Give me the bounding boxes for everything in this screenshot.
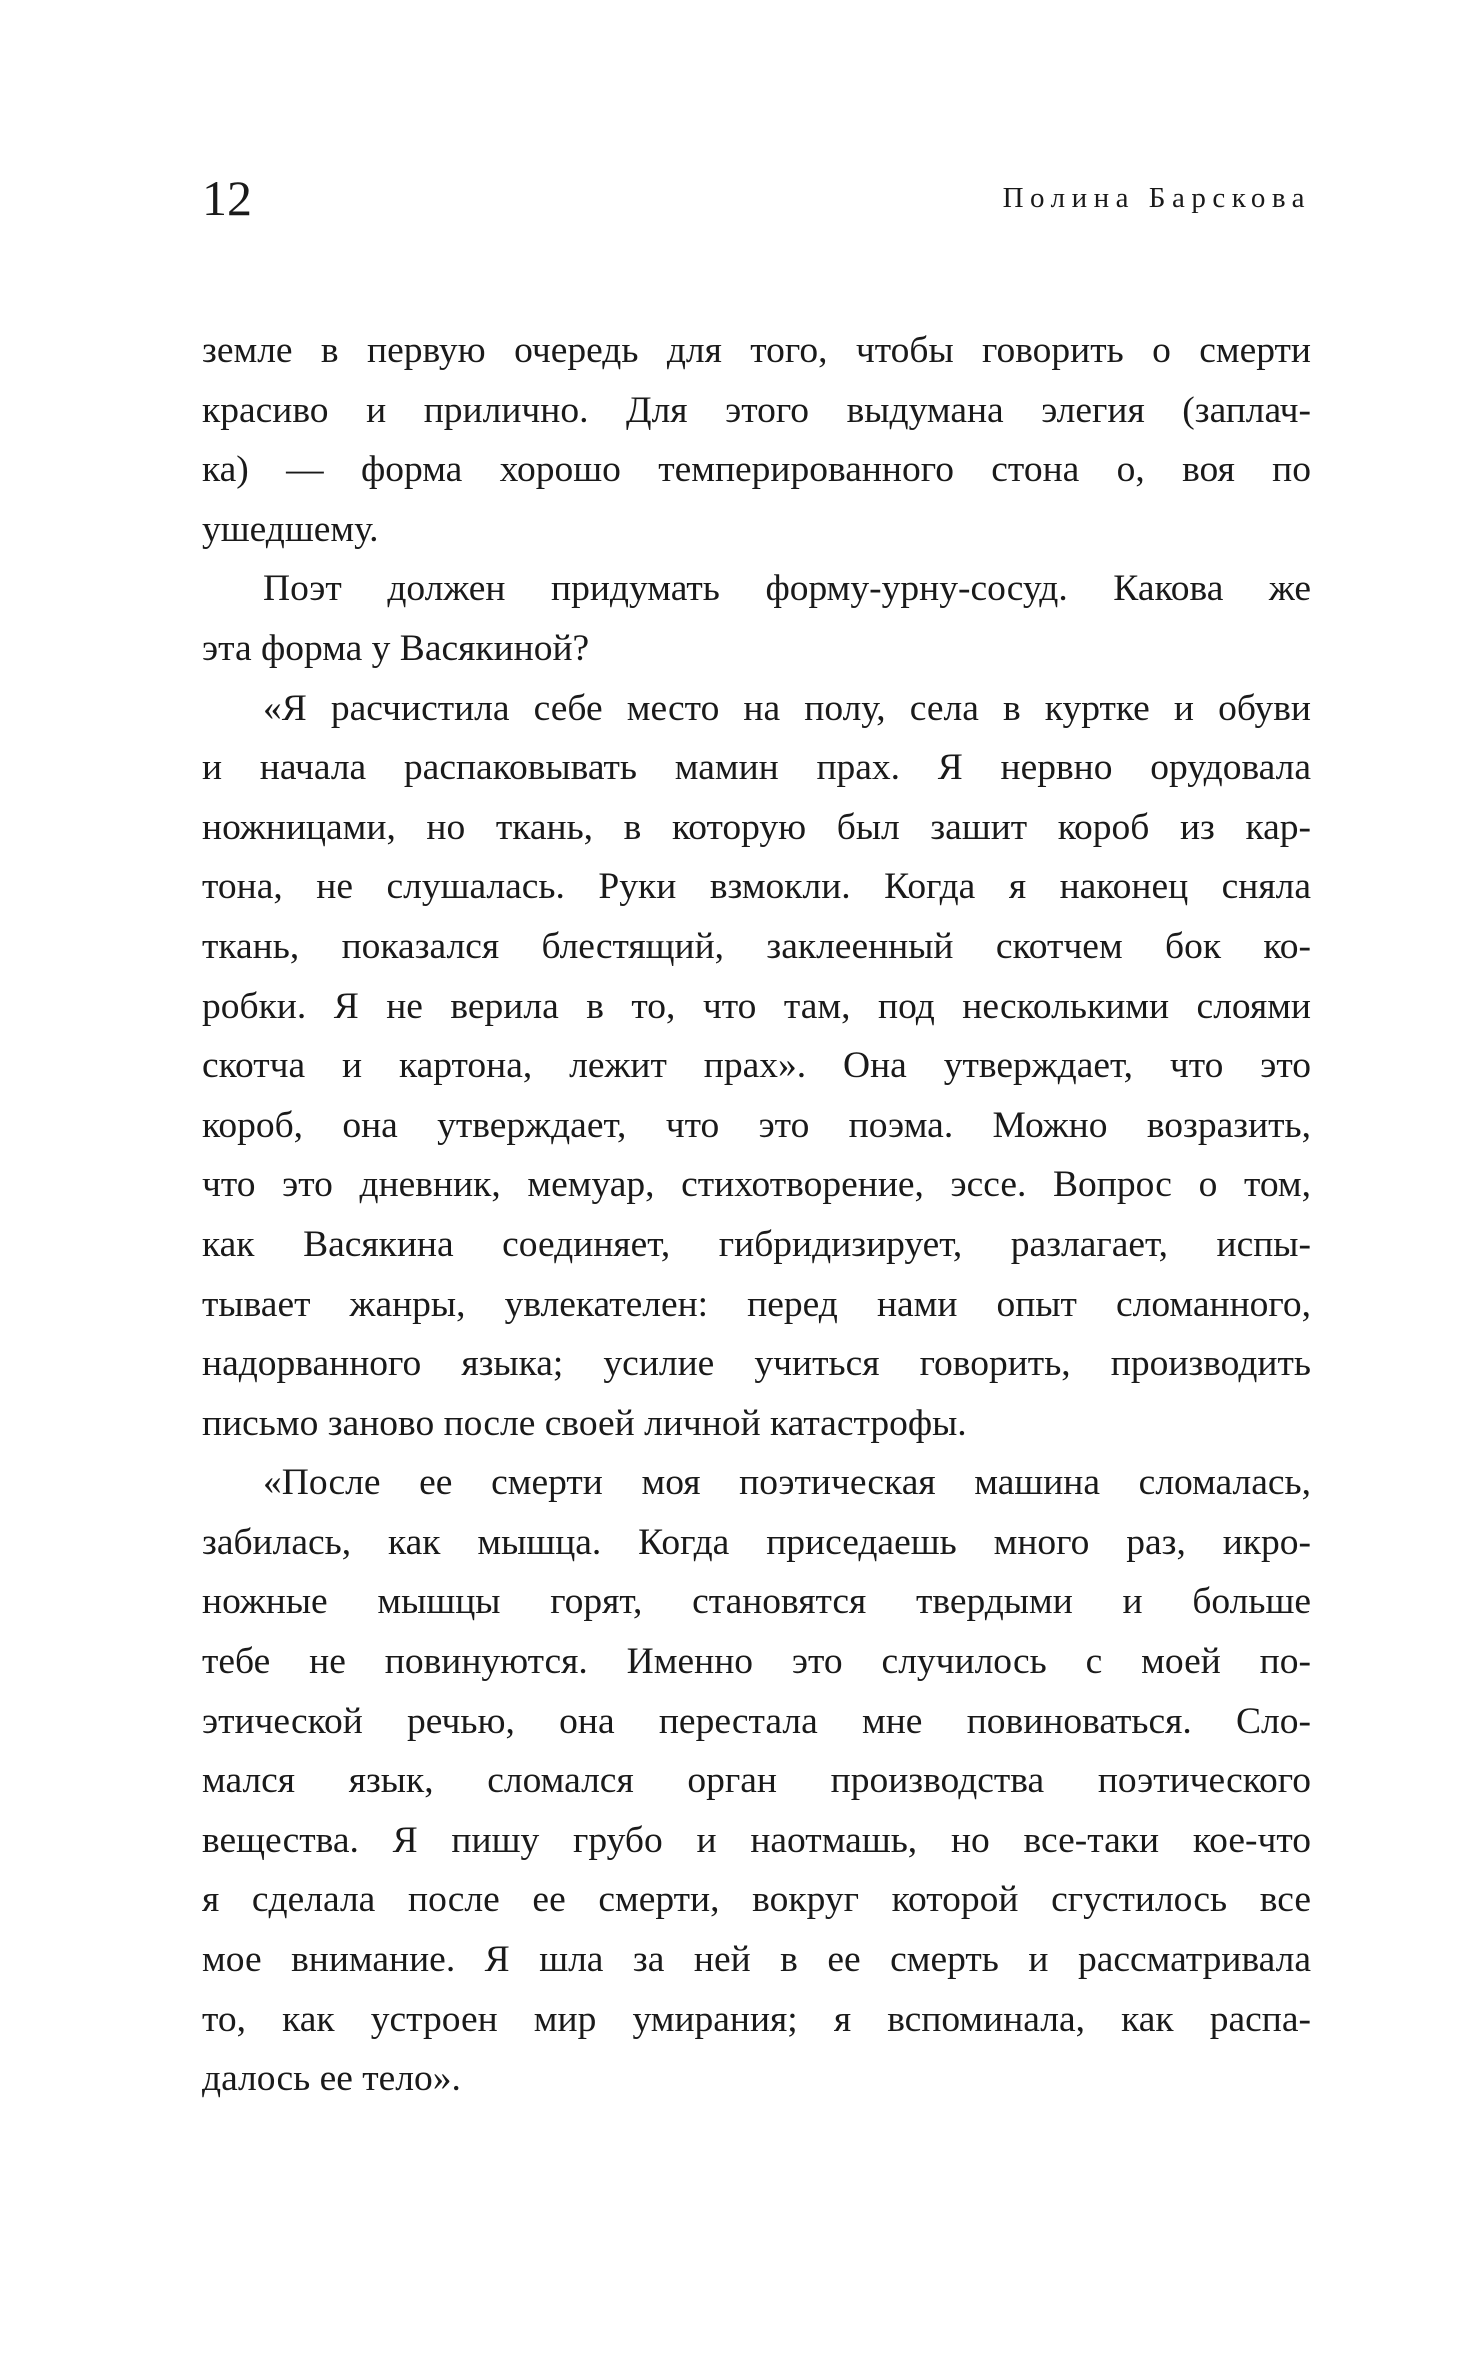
text-line: мался язык, сломался орган производства поэтического bbox=[202, 1760, 1311, 1802]
text-line: скотча и картона, лежит прах». Она утверждает, что это bbox=[202, 1045, 1311, 1087]
text-line: ушедшему. bbox=[202, 508, 379, 550]
text-line: ткань, показался блестящий, заклеенный скотчем бок ко- bbox=[202, 925, 1311, 967]
text-line: тона, не слушалась. Руки взмокли. Когда я наконец сняла bbox=[202, 866, 1311, 908]
body-text bbox=[202, 321, 1311, 2109]
text-line: ножницами, но ткань, в которую был зашит короб из кар- bbox=[202, 806, 1311, 848]
text-line: земле в первую очередь для того, чтобы говорить о смерти bbox=[202, 330, 1311, 371]
text-line: то, как устроен мир умирания; я вспоминала, как распа- bbox=[202, 1998, 1311, 2040]
text-line: Поэт должен придумать форму-урну-сосуд. Какова же bbox=[263, 568, 1311, 610]
paragraph bbox=[202, 1453, 1311, 2109]
text-line: короб, она утверждает, что это поэма. Можно возразить, bbox=[202, 1104, 1311, 1146]
text-line: мое внимание. Я шла за ней в ее смерть и рассматривала bbox=[202, 1939, 1311, 1981]
text-line: вещества. Я пишу грубо и наотмашь, но все-таки кое-что bbox=[202, 1819, 1311, 1861]
text-line: надорванного языка; усилие учиться говорить, производить bbox=[202, 1343, 1311, 1385]
text-line: тебе не повинуются. Именно это случилось с моей по- bbox=[202, 1641, 1311, 1683]
text-line: ка) — форма хорошо темперированного стона о, воя по bbox=[202, 449, 1311, 491]
page-number: 12 bbox=[202, 170, 252, 226]
text-line: как Васякина соединяет, гибридизирует, разлагает, испы- bbox=[202, 1223, 1311, 1265]
text-line: красиво и прилично. Для этого выдумана элегия (заплач- bbox=[202, 389, 1311, 431]
text-line: этической речью, она перестала мне повиноваться. Сло- bbox=[202, 1700, 1311, 1742]
text-line: я сделала после ее смерти, вокруг которой сгустилось все bbox=[202, 1879, 1311, 1921]
text-line: далось ее тело». bbox=[202, 2058, 461, 2100]
text-line: эта форма у Васякиной? bbox=[202, 627, 590, 669]
text-line: «После ее смерти моя поэтическая машина сломалась, bbox=[263, 1462, 1311, 1504]
text-line: и начала распаковывать мамин прах. Я нервно орудовала bbox=[202, 747, 1311, 789]
text-line: ножные мышцы горят, становятся твердыми и больше bbox=[202, 1581, 1311, 1623]
text-line: письмо заново после своей личной катастрофы. bbox=[202, 1402, 967, 1444]
paragraph bbox=[202, 321, 1311, 559]
paragraph bbox=[202, 679, 1311, 1454]
text-line: «Я расчистила себе место на полу, села в куртке и обуви bbox=[263, 687, 1311, 729]
text-line: тывает жанры, увлекателен: перед нами опыт сломанного, bbox=[202, 1283, 1311, 1325]
text-line: забилась, как мышца. Когда приседаешь много раз, икро- bbox=[202, 1521, 1311, 1563]
paragraph bbox=[202, 559, 1311, 678]
text-line: что это дневник, мемуар, стихотворение, эссе. Вопрос о том, bbox=[202, 1164, 1311, 1206]
running-head-author: Полина Барскова bbox=[1002, 182, 1311, 214]
text-line: робки. Я не верила в то, что там, под несколькими слоями bbox=[202, 985, 1311, 1027]
